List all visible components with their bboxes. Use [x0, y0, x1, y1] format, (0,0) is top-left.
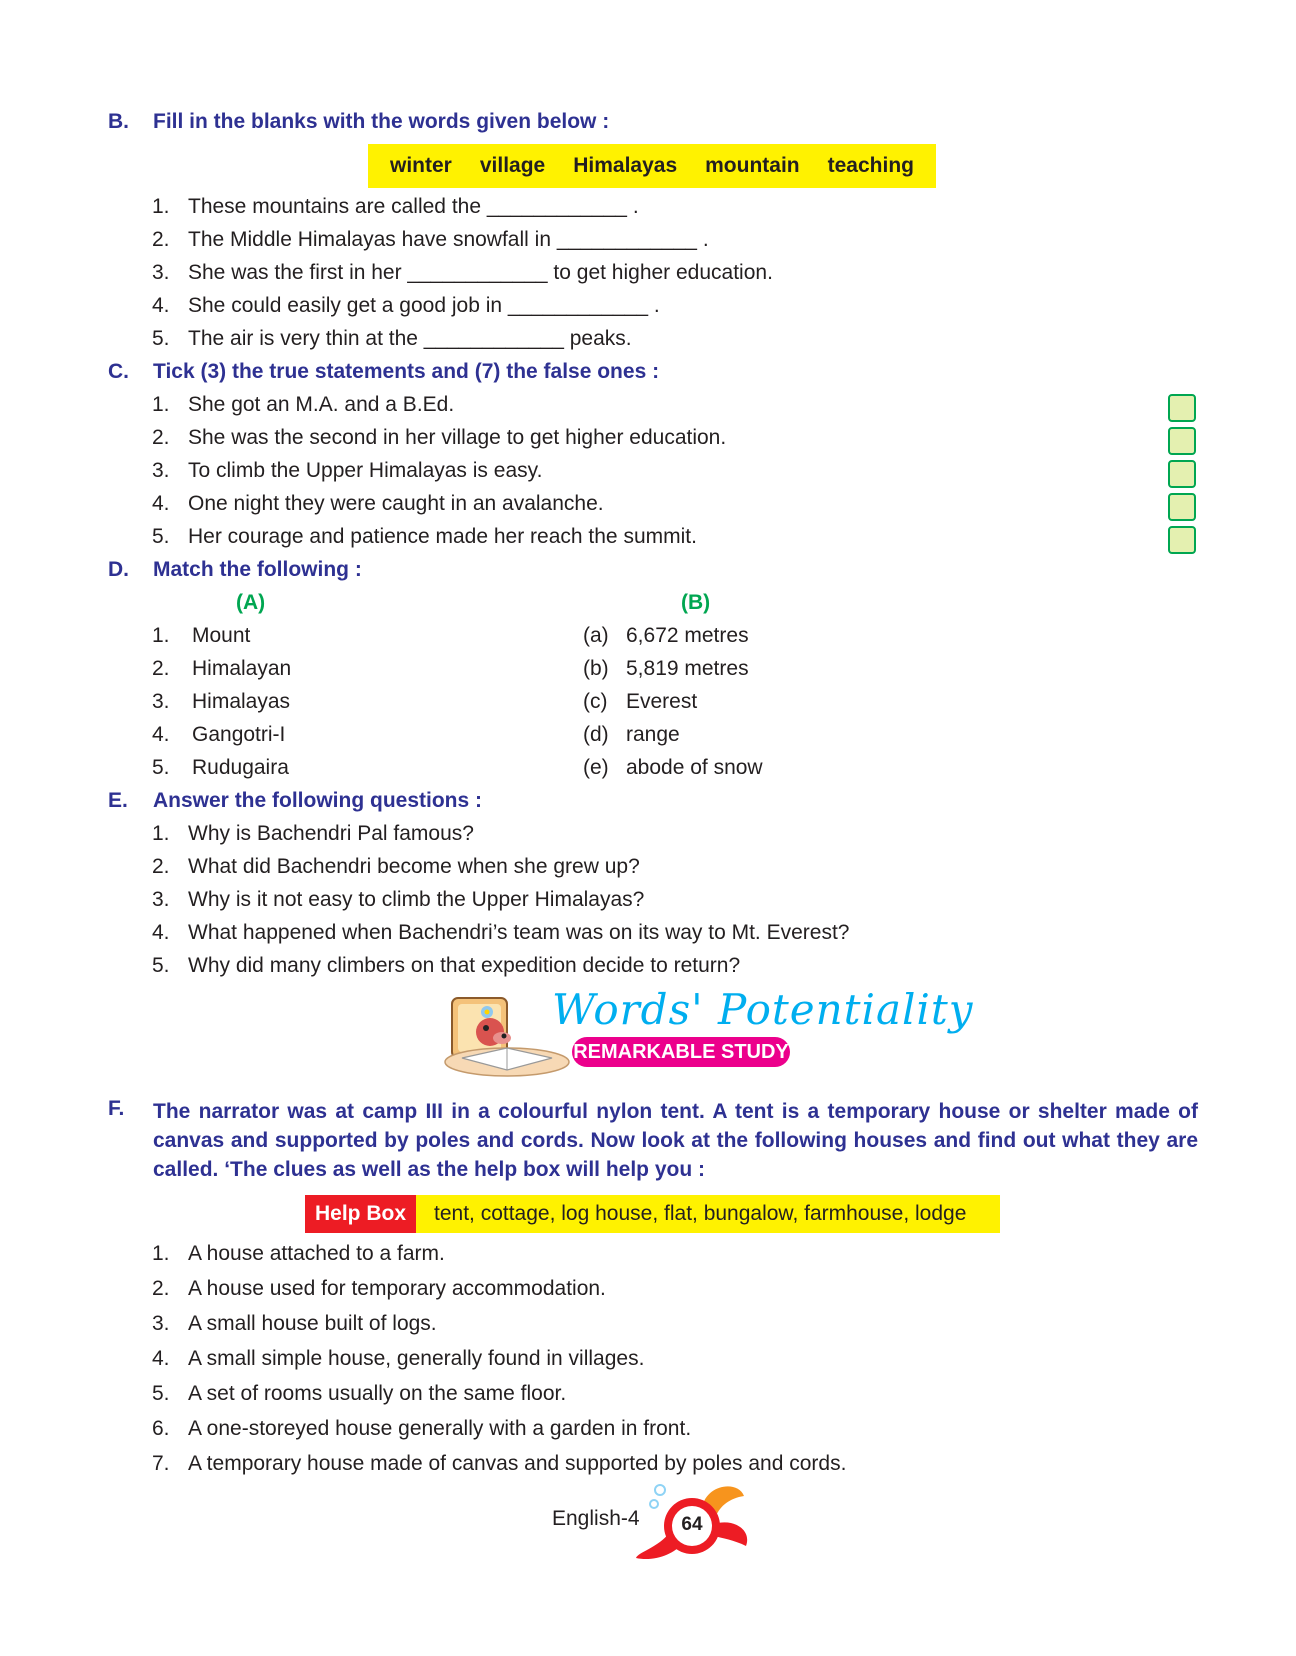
match-left-item: Himalayas: [192, 690, 291, 713]
list-item: A house attached to a farm.: [188, 1242, 445, 1265]
column-a-heading: (A): [236, 591, 266, 614]
list-item-number: 4.: [152, 1347, 170, 1370]
help-box-label: Help Box: [305, 1195, 416, 1233]
list-item-number: 2.: [152, 1277, 170, 1300]
list-item-number: 3.: [152, 888, 170, 911]
match-right-item: range: [626, 723, 680, 746]
list-item-number: 6.: [152, 1417, 170, 1440]
list-item: She was the second in her village to get higher education.: [188, 426, 727, 449]
tick-box[interactable]: [1168, 460, 1196, 488]
section-c-heading: Tick (3) the true statements and (7) the false ones :: [153, 360, 660, 383]
list-item: What did Bachendri become when she grew up?: [188, 855, 640, 878]
list-item: The air is very thin at the ____________ peaks.: [188, 327, 632, 350]
list-item: Why is it not easy to climb the Upper Himalayas?: [188, 888, 645, 911]
list-item: She was the first in her ____________ to get higher education.: [188, 261, 773, 284]
list-item-number: 3.: [152, 261, 170, 284]
section-d-letter: D.: [108, 558, 129, 581]
list-item: These mountains are called the ____________ .: [188, 195, 639, 218]
word-option: teaching: [827, 154, 914, 177]
list-item: She could easily get a good job in ____________ .: [188, 294, 660, 317]
match-left-item: Gangotri-I: [192, 723, 286, 746]
list-item-number: 1.: [152, 822, 170, 845]
section-e-heading: Answer the following questions :: [153, 789, 483, 812]
list-item-number: 4.: [152, 921, 170, 944]
banner-subtitle: REMARKABLE STUDY: [572, 1037, 790, 1067]
list-item-number: 5.: [152, 525, 170, 548]
list-item: The Middle Himalayas have snowfall in ____________ .: [188, 228, 709, 251]
list-item-number: 1.: [152, 393, 170, 416]
match-left-number: 1.: [152, 624, 170, 647]
word-option: winter: [390, 154, 452, 177]
list-item: A small simple house, generally found in villages.: [188, 1347, 645, 1370]
list-item: A small house built of logs.: [188, 1312, 437, 1335]
list-item-number: 1.: [152, 1242, 170, 1265]
list-item-number: 2.: [152, 855, 170, 878]
word-box: [368, 144, 936, 188]
list-item: What happened when Bachendri’s team was on its way to Mt. Everest?: [188, 921, 850, 944]
match-right-letter: (e): [583, 756, 609, 779]
tick-box[interactable]: [1168, 526, 1196, 554]
match-left-item: Rudugaira: [192, 756, 289, 779]
list-item: A set of rooms usually on the same floor.: [188, 1382, 567, 1405]
page-number: 64: [681, 1514, 703, 1535]
match-left-item: Mount: [192, 624, 251, 647]
list-item: To climb the Upper Himalayas is easy.: [188, 459, 543, 482]
section-f-letter: F.: [108, 1097, 125, 1120]
list-item-number: 5.: [152, 1382, 170, 1405]
list-item: Why is Bachendri Pal famous?: [188, 822, 474, 845]
list-item: A one-storeyed house generally with a garden in front.: [188, 1417, 692, 1440]
list-item-number: 5.: [152, 327, 170, 350]
word-option: Himalayas: [573, 154, 678, 177]
list-item: Why did many climbers on that expedition decide to return?: [188, 954, 741, 977]
match-left-number: 5.: [152, 756, 170, 779]
match-right-item: Everest: [626, 690, 698, 713]
list-item-number: 4.: [152, 294, 170, 317]
section-b-letter: B.: [108, 110, 129, 133]
match-right-letter: (a): [583, 624, 609, 647]
list-item: Her courage and patience made her reach the summit.: [188, 525, 697, 548]
word-option: mountain: [705, 154, 800, 177]
list-item: She got an M.A. and a B.Ed.: [188, 393, 455, 416]
footer-book-title: English-4: [552, 1507, 640, 1530]
section-f-paragraph: The narrator was at camp III in a colourful nylon tent. A tent is a temporary house or shelter made of canvas and supported by poles and cords. Now look at the following houses and find out what they are called. ‘The clues as well as the help box will help you :: [153, 1100, 1198, 1181]
match-right-letter: (d): [583, 723, 609, 746]
match-right-letter: (b): [583, 657, 609, 680]
section-b-heading: Fill in the blanks with the words given below :: [153, 110, 610, 133]
list-item-number: 2.: [152, 228, 170, 251]
section-e-letter: E.: [108, 789, 128, 812]
list-item-number: 4.: [152, 492, 170, 515]
section-d-heading: Match the following :: [153, 558, 362, 581]
match-right-item: 6,672 metres: [626, 624, 749, 647]
match-left-item: Himalayan: [192, 657, 292, 680]
list-item-number: 3.: [152, 459, 170, 482]
banner-title: Words' Potentiality: [552, 985, 974, 1034]
list-item: A house used for temporary accommodation.: [188, 1277, 606, 1300]
match-right-item: 5,819 metres: [626, 657, 749, 680]
match-left-number: 3.: [152, 690, 170, 713]
list-item-number: 3.: [152, 1312, 170, 1335]
match-right-item: abode of snow: [626, 756, 763, 779]
list-item: A temporary house made of canvas and supported by poles and cords.: [188, 1452, 847, 1475]
help-box-words: tent, cottage, log house, flat, bungalow, farmhouse, lodge: [434, 1202, 967, 1225]
list-item-number: 2.: [152, 426, 170, 449]
match-right-letter: (c): [583, 690, 608, 713]
section-c-letter: C.: [108, 360, 129, 383]
match-left-number: 2.: [152, 657, 170, 680]
column-b-heading: (B): [681, 591, 711, 614]
list-item-number: 5.: [152, 954, 170, 977]
match-left-number: 4.: [152, 723, 170, 746]
list-item-number: 7.: [152, 1452, 170, 1475]
list-item: One night they were caught in an avalanche.: [188, 492, 604, 515]
list-item-number: 1.: [152, 195, 170, 218]
help-box: [305, 1195, 1000, 1233]
tick-box[interactable]: [1168, 493, 1196, 521]
tick-box[interactable]: [1168, 394, 1196, 422]
tick-box[interactable]: [1168, 427, 1196, 455]
word-option: village: [479, 154, 546, 177]
